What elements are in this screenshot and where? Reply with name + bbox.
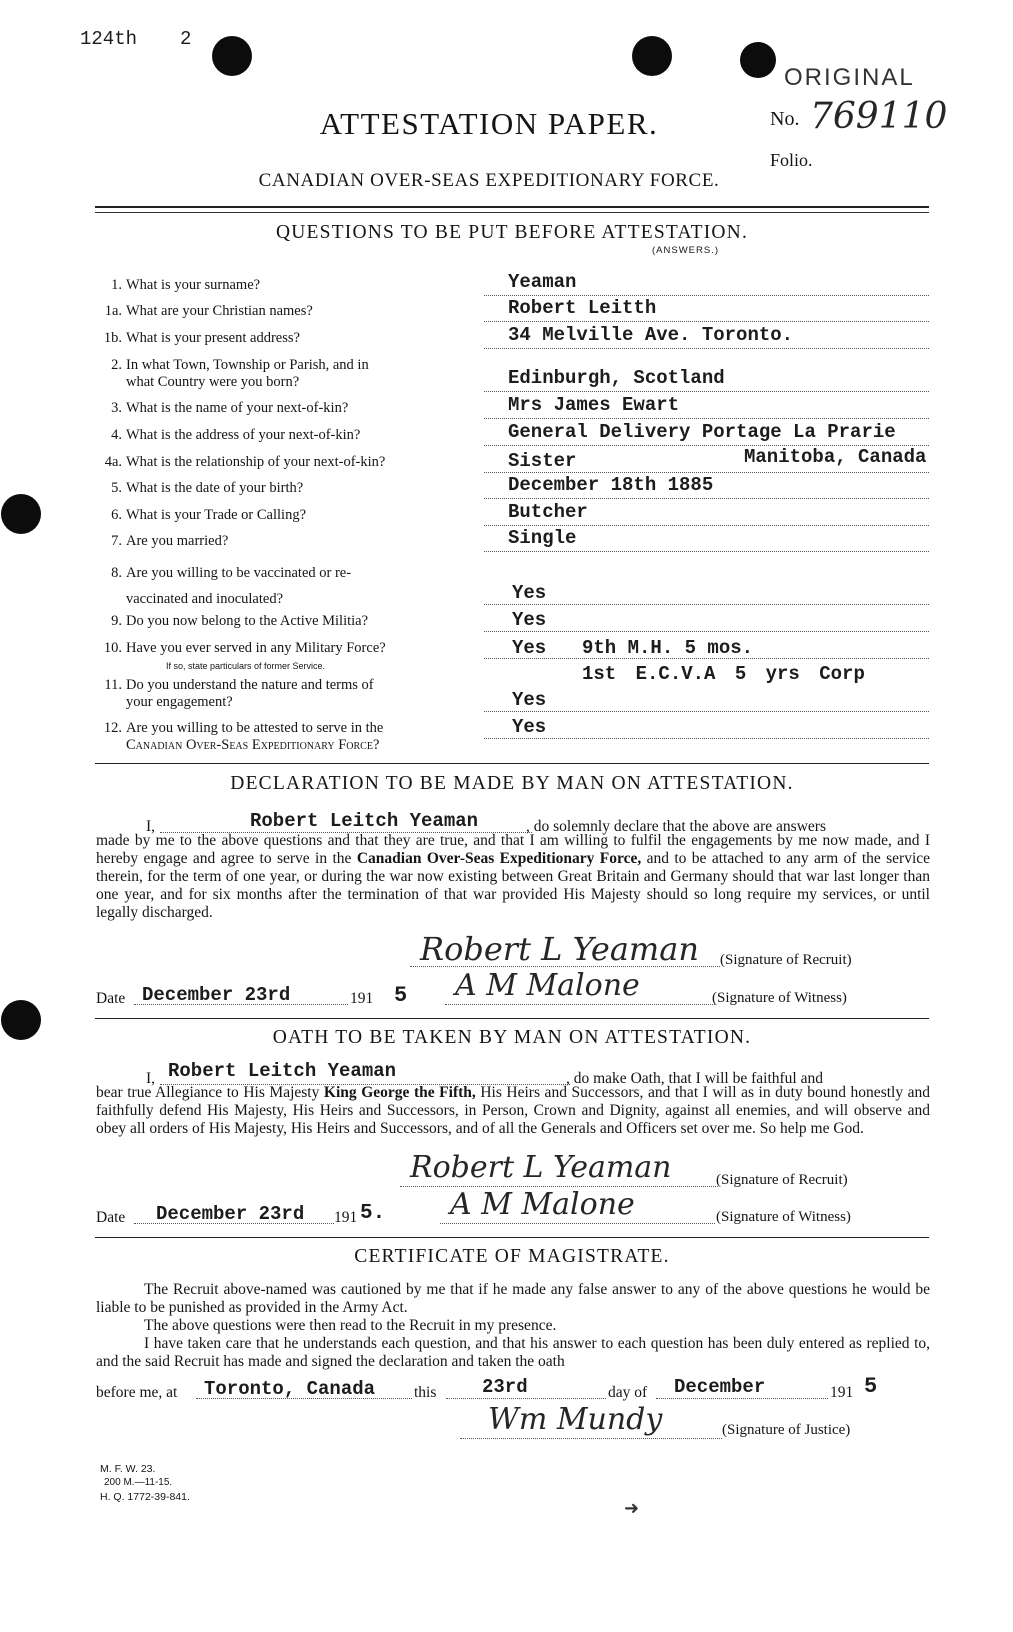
punch-hole-left-1 bbox=[1, 494, 41, 534]
question-6: 6. What is your Trade or Calling? bbox=[111, 507, 307, 523]
section-rule-1 bbox=[95, 763, 929, 764]
answer-line-5 bbox=[484, 498, 929, 499]
certificate-month-line bbox=[656, 1398, 828, 1399]
oath-witness-sig-label: (Signature of Witness) bbox=[716, 1209, 851, 1225]
question-8: 8. Are you willing to be vaccinated or re- vaccinated and inoculated? bbox=[111, 565, 352, 607]
oath-witness-signature: A M Malone bbox=[450, 1187, 635, 1222]
declaration-year-prefix: 191 bbox=[350, 990, 374, 1007]
certificate-before-label: before me, at bbox=[96, 1384, 178, 1401]
punch-hole-left-2 bbox=[1, 1000, 41, 1040]
answer-next-of-kin-province: Manitoba, Canada bbox=[744, 446, 927, 468]
justice-sig-label: (Signature of Justice) bbox=[722, 1422, 851, 1438]
declaration-year-suffix: 5 bbox=[394, 983, 408, 1008]
certificate-day-of-label: day of bbox=[608, 1384, 648, 1401]
header-rule-2 bbox=[95, 212, 929, 213]
certificate-month: December bbox=[674, 1376, 766, 1398]
question-1a: 1a. What are your Christian names? bbox=[104, 303, 313, 319]
oath-year-suffix: 5. bbox=[360, 1202, 386, 1225]
punch-hole-top-2 bbox=[632, 36, 672, 76]
section-rule-2 bbox=[95, 1018, 929, 1019]
answer-line-1a bbox=[484, 321, 929, 322]
oath-name: Robert Leitch Yeaman bbox=[168, 1060, 397, 1082]
corner-note-1: 124th bbox=[80, 28, 138, 50]
answer-line-11 bbox=[484, 711, 929, 712]
certificate-para-3: I have taken care that he understands each question, and that his answer to each question has been duly entered as replied to, and the said Recruit has made and signed the declaration and taken the oath bbox=[96, 1335, 930, 1370]
answer-line-7 bbox=[484, 551, 929, 552]
question-12: 12. Are you willing to be attested to serve in the Canadian Over-Seas Expeditionary Force? bbox=[103, 720, 384, 753]
answer-birthplace: Edinburgh, Scotland bbox=[508, 367, 725, 389]
answer-relationship: Sister bbox=[508, 450, 577, 472]
oath-date-label: Date bbox=[96, 1209, 126, 1226]
certificate-para-2: The above questions were then read to the Recruit in my presence. bbox=[144, 1317, 557, 1334]
header-rule-1 bbox=[95, 206, 929, 208]
question-1b: 1b. What is your present address? bbox=[103, 330, 300, 346]
answer-military-service-detail: 9th M.H. 5 mos. bbox=[582, 637, 754, 659]
oath-body: bear true Allegiance to His Majesty King George the Fifth, His Heirs and Successors, and that I will as in duty bound honestly and faithfully defend His Majesty, His Heirs and Successors, in Person, Crown and Dignity, against all enemies, and will observe and obey all orders of His Majesty, His Heirs and Successors, and of all the Generals and Officers set over me. So help me God. bbox=[96, 1084, 931, 1137]
answer-militia: Yes bbox=[512, 609, 547, 631]
certificate-year-prefix: 191 bbox=[830, 1384, 854, 1401]
question-2: 2. In what Town, Township or Parish, and in what Country were you born? bbox=[111, 357, 369, 390]
question-9: 9. Do you now belong to the Active Militia? bbox=[111, 613, 369, 629]
number-label: No. bbox=[770, 108, 800, 130]
oath-recruit-signature: Robert L Yeaman bbox=[410, 1150, 672, 1185]
oath-prefix: I, bbox=[146, 1070, 156, 1087]
page-subtitle: CANADIAN OVER-SEAS EXPEDITIONARY FORCE. bbox=[258, 170, 720, 191]
justice-signature: Wm Mundy bbox=[488, 1402, 663, 1437]
answer-vaccinated: Yes bbox=[512, 582, 547, 604]
question-5: 5. What is the date of your birth? bbox=[111, 480, 304, 496]
regimental-number: 769110 bbox=[810, 96, 948, 137]
certificate-day-line bbox=[446, 1398, 606, 1399]
oath-witness-sig-line bbox=[440, 1223, 715, 1224]
justice-sig-line bbox=[460, 1438, 722, 1439]
declaration-recruit-sig-line bbox=[410, 966, 720, 967]
answer-line-8 bbox=[484, 604, 929, 605]
declaration-witness-signature: A M Malone bbox=[455, 968, 640, 1003]
answer-line-4a bbox=[484, 472, 929, 473]
answer-understand-terms: Yes bbox=[512, 689, 547, 711]
oath-date-value: December 23rd bbox=[156, 1203, 305, 1225]
answer-line-2 bbox=[484, 391, 929, 392]
question-10: 10. Have you ever served in any Military Force? If so, state particulars of former Service. bbox=[103, 640, 386, 671]
section-rule-3 bbox=[95, 1237, 929, 1238]
declaration-recruit-signature: Robert L Yeaman bbox=[420, 930, 699, 968]
punch-hole-top-1 bbox=[212, 36, 252, 76]
certificate-place: Toronto, Canada bbox=[204, 1378, 376, 1400]
question-3: 3. What is the name of your next-of-kin? bbox=[111, 400, 349, 416]
declaration-heading: DECLARATION TO BE MADE BY MAN ON ATTESTATION. bbox=[230, 773, 794, 794]
form-code-1: M. F. W. 23. bbox=[100, 1463, 156, 1475]
answer-christian-names: Robert Leitth bbox=[508, 297, 657, 319]
certificate-para-1: The Recruit above-named was cautioned by me that if he made any false answer to any of the above questions he would be liable to be punished as provided in the Army Act. bbox=[96, 1281, 930, 1316]
declaration-body: made by me to the above questions and that they are true, and that I am willing to fulfil the engagements by me now made, and I hereby engage and agree to serve in the Canadian Over-Seas Expeditionary Force, and to be attached to any arm of the service therein, for the term of one year, or during the war now existing between Great Britain and Germany should that war last longer than one year, and for six months after the termination of that war provided His Majesty should so long require my services, or until legally discharged. bbox=[96, 832, 931, 921]
answer-military-service-detail-2: 1st E.C.V.A 5 yrs Corp bbox=[582, 663, 865, 685]
answer-line-1b bbox=[484, 348, 929, 349]
declaration-witness-sig-label: (Signature of Witness) bbox=[712, 990, 847, 1006]
question-7: 7. Are you married? bbox=[111, 533, 229, 549]
certificate-day: 23rd bbox=[482, 1376, 528, 1398]
original-stamp: ORIGINAL bbox=[784, 64, 915, 91]
answer-birth-date: December 18th 1885 bbox=[508, 474, 714, 496]
form-code-3: H. Q. 1772-39-841. bbox=[100, 1491, 190, 1503]
declaration-date-label: Date bbox=[96, 990, 126, 1007]
question-1: 1. What is your surname? bbox=[111, 277, 261, 293]
questions-heading: QUESTIONS TO BE PUT BEFORE ATTESTATION. bbox=[275, 222, 749, 243]
oath-text-1: , do make Oath, that I will be faithful and bbox=[566, 1070, 823, 1087]
certificate-this-label: this bbox=[414, 1384, 437, 1401]
answer-willing-to-serve: Yes bbox=[512, 716, 547, 738]
declaration-recruit-sig-label: (Signature of Recruit) bbox=[720, 952, 852, 968]
oath-recruit-sig-label: (Signature of Recruit) bbox=[716, 1172, 848, 1188]
answer-line-3 bbox=[484, 418, 929, 419]
page-title: ATTESTATION PAPER. bbox=[319, 106, 659, 141]
answer-line-12 bbox=[484, 738, 929, 739]
answer-surname: Yeaman bbox=[508, 271, 577, 293]
declaration-witness-sig-line bbox=[445, 1004, 715, 1005]
declaration-prefix: I, bbox=[146, 818, 156, 835]
question-4a: 4a. What is the relationship of your next-of-kin? bbox=[104, 454, 386, 470]
answer-next-of-kin: Mrs James Ewart bbox=[508, 394, 680, 416]
oath-heading: OATH TO BE TAKEN BY MAN ON ATTESTATION. bbox=[272, 1027, 752, 1048]
ink-mark: ➜ bbox=[624, 1498, 640, 1518]
answer-military-service: Yes bbox=[512, 637, 547, 659]
answer-married: Single bbox=[508, 527, 577, 549]
folio-label: Folio. bbox=[770, 150, 813, 170]
answer-line-1 bbox=[484, 295, 929, 296]
declaration-name: Robert Leitch Yeaman bbox=[250, 810, 479, 832]
punch-hole-top-3 bbox=[740, 42, 776, 78]
declaration-text-1: , do solemnly declare that the above are answers bbox=[526, 818, 826, 835]
question-4: 4. What is the address of your next-of-kin? bbox=[111, 427, 361, 443]
answer-trade: Butcher bbox=[508, 501, 588, 523]
answers-label: (ANSWERS.) bbox=[652, 245, 719, 256]
answer-line-9 bbox=[484, 631, 929, 632]
form-code-2: 200 M.—11-15. bbox=[104, 1477, 173, 1488]
answer-line-6 bbox=[484, 525, 929, 526]
certificate-heading: CERTIFICATE OF MAGISTRATE. bbox=[354, 1246, 670, 1267]
oath-year-prefix: 191 bbox=[334, 1209, 358, 1226]
corner-note-2: 2 bbox=[180, 28, 192, 50]
answer-next-of-kin-address: General Delivery Portage La Prarie bbox=[508, 421, 896, 443]
certificate-year-suffix: 5 bbox=[864, 1374, 878, 1399]
declaration-date-value: December 23rd bbox=[142, 984, 291, 1006]
answer-present-address: 34 Melville Ave. Toronto. bbox=[508, 324, 794, 346]
question-11: 11. Do you understand the nature and terms of your engagement? bbox=[104, 677, 374, 710]
